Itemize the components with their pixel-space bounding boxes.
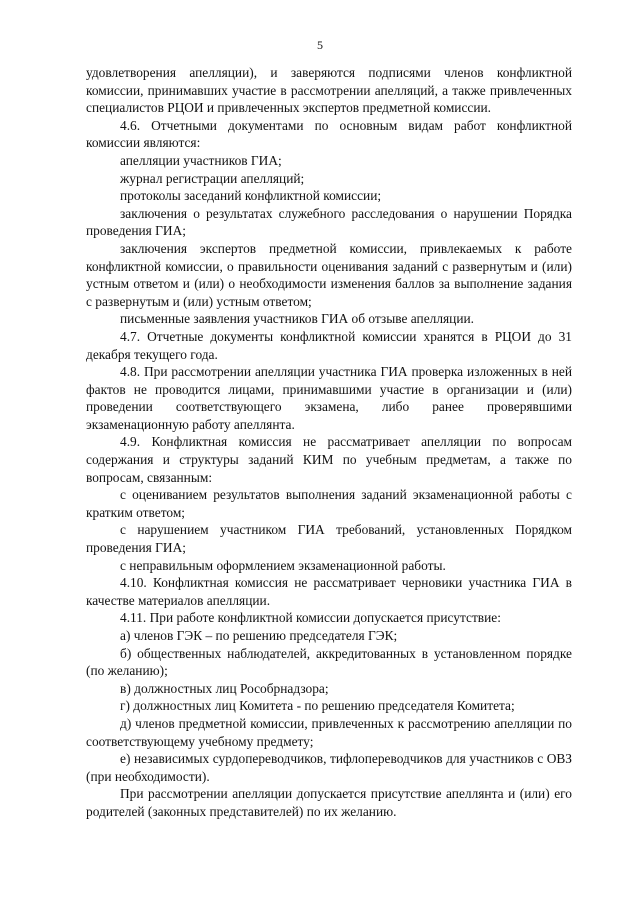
paragraph: журнал регистрации апелляций; bbox=[120, 170, 305, 186]
paragraph: с нарушением участником ГИА требований, установленных Порядком проведения ГИА; bbox=[86, 522, 572, 556]
paragraph: 4.6. Отчетными документами по основным видам работ конфликтной комиссии являются: bbox=[86, 117, 572, 151]
document-body bbox=[86, 64, 572, 821]
paragraph: 4.10. Конфликтная комиссия не рассматривает черновики участника ГИА в качестве материалов апелляции. bbox=[86, 575, 572, 608]
paragraph: в) должностных лиц Рособрнадзора; bbox=[120, 680, 329, 696]
paragraph: заключения экспертов предметной комиссии, привлекаемых к работе конфликтной комиссии, о правильности оценивания заданий с развернутым и (или) устным ответом и (или) о необходимости изменения баллов за выполнение задания с развернутым и (или) устным ответом; bbox=[86, 240, 572, 309]
paragraph: апелляции участников ГИА; bbox=[120, 152, 282, 168]
paragraph: протоколы заседаний конфликтной комиссии; bbox=[120, 188, 382, 204]
paragraph: При рассмотрении апелляции допускается присутствие апеллянта и (или) его родителей (законных представителей) по их желанию. bbox=[86, 786, 572, 819]
paragraph: с оцениванием результатов выполнения заданий экзаменационной работы с кратким ответом; bbox=[86, 487, 572, 520]
paragraph: 4.9. Конфликтная комиссия не рассматривает апелляции по вопросам содержания и структуры заданий КИМ по учебным предметам, а также по вопросам, связанным: bbox=[86, 434, 572, 485]
paragraph: д) членов предметной комиссии, привлеченных к рассмотрению апелляции по соответствующему учебному предмету; bbox=[86, 715, 572, 749]
page-number: 5 bbox=[317, 38, 323, 52]
paragraph: с неправильным оформлением экзаменационной работы. bbox=[120, 557, 446, 573]
paragraph: удовлетворения апелляции), и заверяются подписями членов конфликтной комиссии, принимавших участие в рассмотрении апелляций, а также привлеченных специалистов РЦОИ и привлеченных экспертов предметной комиссии. bbox=[86, 65, 572, 116]
paragraph: б) общественных наблюдателей, аккредитованных в установленном порядке (по желанию); bbox=[86, 645, 572, 679]
paragraph: а) членов ГЭК – по решению председателя ГЭК; bbox=[120, 628, 398, 643]
paragraph: 4.8. При рассмотрении апелляции участника ГИА проверка изложенных в ней фактов не проводится лицами, принимавшими участие в организации и (или) проведении соответствующего экзамена, либо ранее проверявшими экзаменационную работу апеллянта. bbox=[86, 364, 572, 432]
paragraph: 4.7. Отчетные документы конфликтной комиссии хранятся в РЦОИ до 31 декабря текущего года. bbox=[86, 328, 572, 362]
paragraph: письменные заявления участников ГИА об отзыве апелляции. bbox=[120, 311, 475, 327]
paragraph: заключения о результатах служебного расследования о нарушении Порядка проведения ГИА; bbox=[86, 205, 572, 239]
paragraph: 4.11. При работе конфликтной комиссии допускается присутствие: bbox=[120, 610, 501, 626]
paragraph: г) должностных лиц Комитета - по решению председателя Комитета; bbox=[120, 698, 515, 714]
paragraph: е) независимых сурдопереводчиков, тифлопереводчиков для участников с ОВЗ (при необходимости). bbox=[86, 751, 572, 784]
